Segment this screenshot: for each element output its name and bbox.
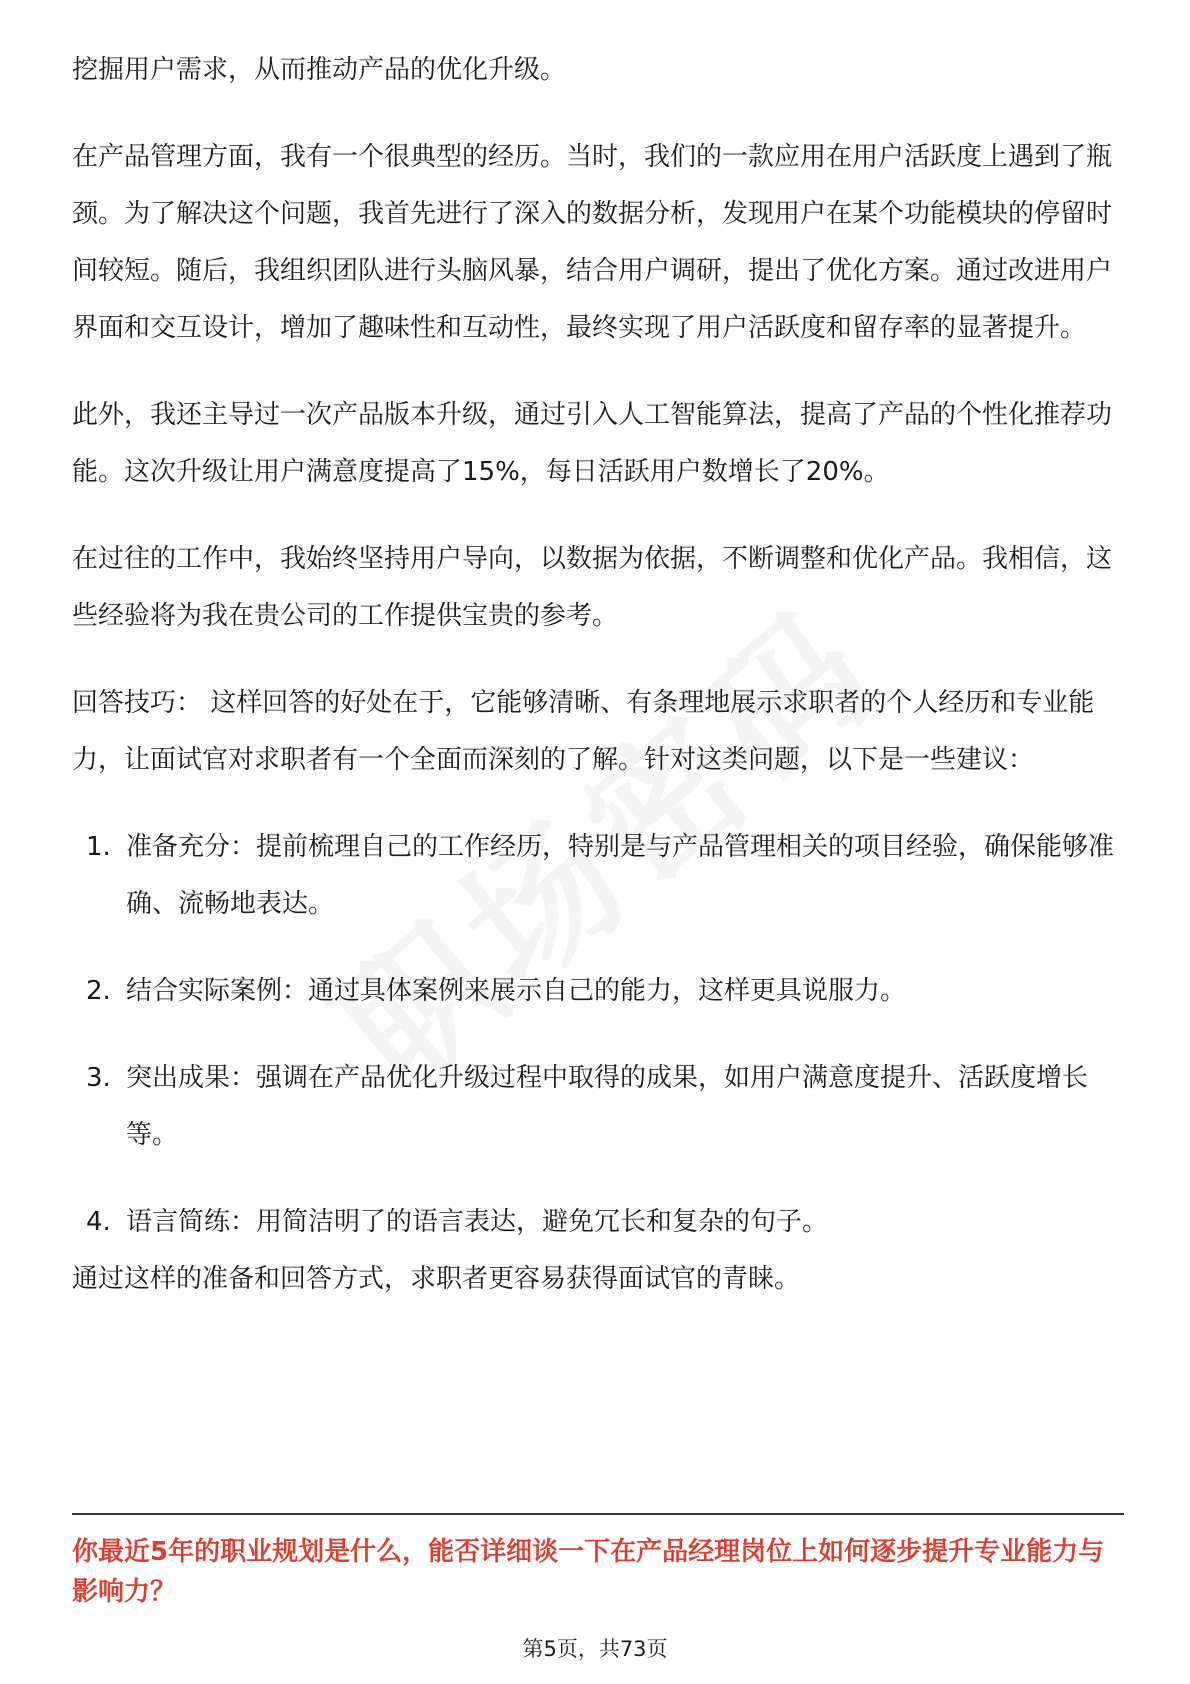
list-item: [72, 963, 1122, 1020]
list-item: [72, 819, 1122, 933]
paragraph-upgrade: 此外，我还主导过一次产品版本升级，通过引入人工智能算法，提高了产品的个性化推荐功能。这次升级让用户满意度提高了15%，每日活跃用户数增长了20%。: [72, 400, 1113, 487]
list-item-text: 准备充分：提前梳理自己的工作经历，特别是与产品管理相关的项目经验，确保能够准确、流畅地表达。: [126, 832, 1115, 919]
paragraph-experience: 在产品管理方面，我有一个很典型的经历。当时，我们的一款应用在用户活跃度上遇到了瓶颈。为了解决这个问题，我首先进行了深入的数据分析，发现用户在某个功能模块的停留时间较短。随后，我组织团队进行头脑风暴，结合用户调研，提出了优化方案。通过改进用户界面和交互设计，增加了趣味性和互动性，最终实现了用户活跃度和留存率的显著提升。: [72, 142, 1113, 343]
paragraph-summary: 在过往的工作中，我始终坚持用户导向，以数据为依据，不断调整和优化产品。我相信，这些经验将为我在贵公司的工作提供宝贵的参考。: [72, 544, 1113, 631]
paragraph-closing: 通过这样的准备和回答方式，求职者更容易获得面试官的青睐。: [72, 1264, 801, 1294]
list-item: [72, 1050, 1122, 1164]
list-item-number: 4.: [86, 1207, 111, 1237]
document-body: [72, 42, 1122, 1308]
tips-list: [72, 819, 1122, 1251]
list-item-text: 结合实际案例：通过具体案例来展示自己的能力，这样更具说服力。: [126, 976, 907, 1006]
page-number-footer: 第5页，共73页: [522, 1637, 668, 1661]
list-item-text: 突出成果：强调在产品优化升级过程中取得的成果，如用户满意度提升、活跃度增长等。: [126, 1063, 1089, 1150]
list-item-number: 3.: [86, 1063, 111, 1093]
list-item-number: 1.: [86, 832, 111, 862]
section-divider: [72, 1513, 1124, 1515]
next-question-heading: 你最近5年的职业规划是什么，能否详细谈一下在产品经理岗位上如何逐步提升专业能力与影响力？: [72, 1537, 1105, 1607]
paragraph-answer-tips: 回答技巧： 这样回答的好处在于，它能够清晰、有条理地展示求职者的个人经历和专业能力，让面试官对求职者有一个全面而深刻的了解。针对这类问题，以下是一些建议：: [72, 688, 1095, 775]
list-item: [72, 1194, 1122, 1251]
paragraph-intro-continuation: 挖掘用户需求，从而推动产品的优化升级。: [72, 55, 567, 85]
list-item-text: 语言简练：用简洁明了的语言表达，避免冗长和复杂的句子。: [126, 1207, 829, 1237]
list-item-number: 2.: [86, 976, 111, 1006]
